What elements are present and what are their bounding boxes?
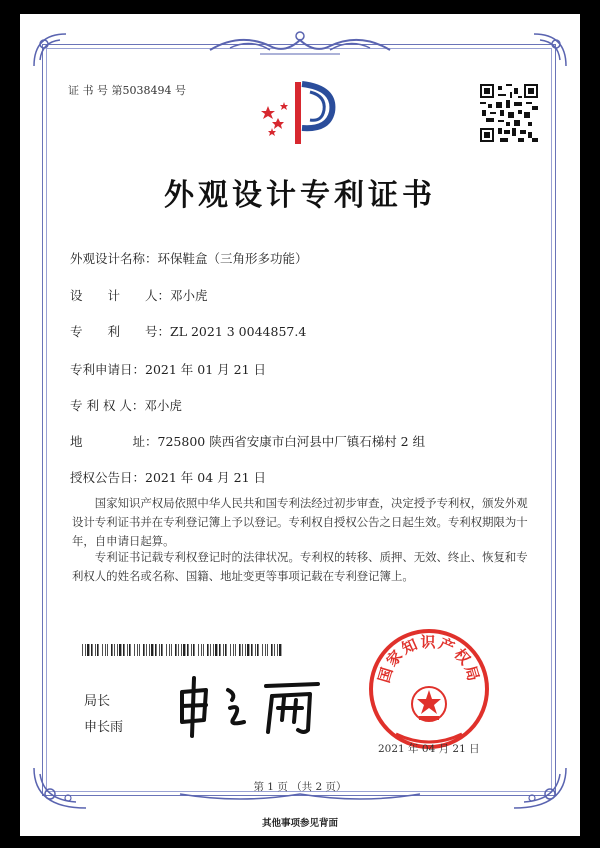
patentee-field bbox=[70, 396, 182, 414]
page-title: 外观设计专利证书 bbox=[164, 178, 436, 213]
grant-statement-paragraph: 国家知识产权局依照中华人民共和国专利法经过初步审查，决定授予专利权，颁发外观设计专利证书并在专利登记簿上予以登记。专利权自授权公告之日起生效。专利权期限为十年，自申请日起算。 bbox=[72, 496, 528, 548]
designer-field bbox=[70, 286, 208, 304]
field-value: 2021 年 04 月 21 日 bbox=[145, 470, 267, 485]
director-title: 局长 bbox=[84, 694, 111, 709]
field-value: 2021 年 01 月 21 日 bbox=[145, 362, 267, 377]
field-label: 专 利 号： bbox=[70, 324, 171, 339]
grant-date-field bbox=[70, 468, 266, 486]
legal-status-paragraph: 专利证书记载专利权登记时的法律状况。专利权的转移、质押、无效、终止、恢复和专利权人的姓名或名称、国籍、地址变更等事项记载在专利登记簿上。 bbox=[72, 550, 528, 583]
certificate-number: 证 书 号 第5038494 号 bbox=[68, 84, 186, 97]
official-seal bbox=[366, 626, 492, 752]
field-value: 环保鞋盒（三角形多功能） bbox=[157, 251, 308, 266]
top-ornament bbox=[200, 28, 400, 58]
qr-code bbox=[480, 84, 538, 142]
field-value: 邓小虎 bbox=[144, 398, 182, 413]
patent-number-field bbox=[70, 322, 306, 340]
cnipa-logo-icon bbox=[258, 78, 348, 148]
field-label: 外观设计名称： bbox=[70, 251, 158, 266]
field-label: 授权公告日： bbox=[70, 470, 146, 485]
field-label: 地 址： bbox=[70, 434, 158, 449]
application-date-field bbox=[70, 360, 266, 378]
field-value: 邓小虎 bbox=[170, 288, 208, 303]
field-value: ZL 2021 3 0044857.4 bbox=[170, 324, 307, 339]
page-number: 第 1 页 （共 2 页） bbox=[253, 781, 347, 793]
director-name: 申长雨 bbox=[84, 720, 124, 735]
top-left-corner-ornament bbox=[30, 30, 70, 70]
seal-date: 2021 年 04 月 21 日 bbox=[378, 743, 480, 755]
barcode bbox=[82, 644, 282, 656]
design-name-field bbox=[70, 249, 308, 267]
field-label: 专 利 权 人： bbox=[70, 398, 145, 413]
field-label: 专利申请日： bbox=[70, 362, 146, 377]
top-right-corner-ornament bbox=[530, 30, 570, 70]
address-field bbox=[70, 432, 425, 450]
field-label: 设 计 人： bbox=[70, 288, 171, 303]
handwritten-signature bbox=[170, 670, 330, 740]
field-value: 725800 陕西省安康市白河县中厂镇石梯村 2 组 bbox=[157, 434, 426, 449]
back-page-note: 其他事项参见背面 bbox=[261, 818, 338, 829]
svg-text:国家知识产权局: 国家知识产权局 bbox=[374, 633, 484, 685]
